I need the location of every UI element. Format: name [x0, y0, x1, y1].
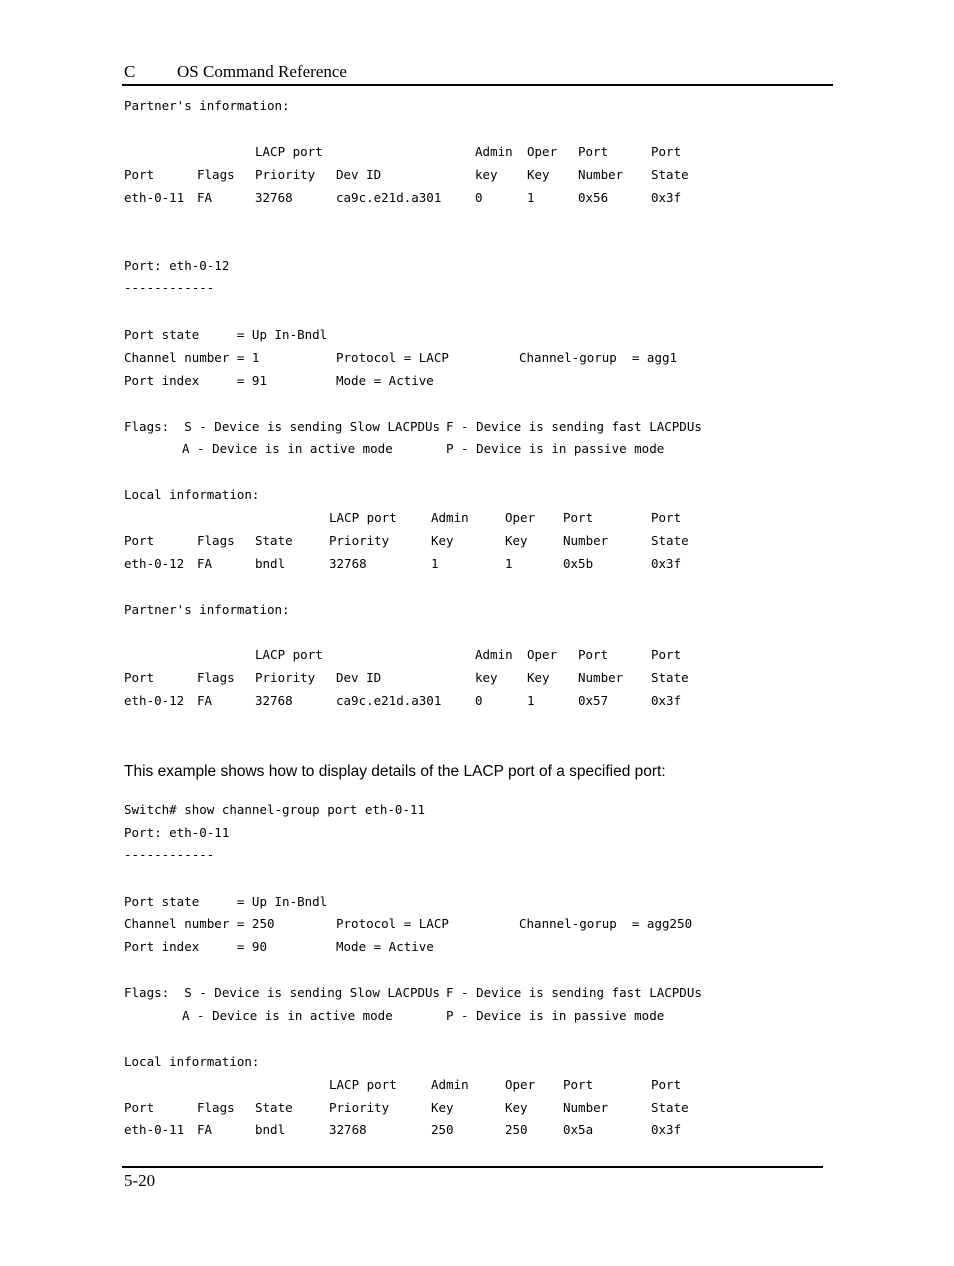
flag-desc: F - Device is sending fast LACPDUs — [446, 985, 702, 1000]
col-head: Key — [527, 670, 550, 685]
cell: 1 — [431, 556, 439, 571]
col-head: LACP port — [255, 647, 323, 662]
chapter-letter: C — [124, 62, 136, 81]
col-head: Port — [124, 670, 155, 685]
cell: FA — [197, 693, 213, 708]
cell: 32768 — [329, 1122, 367, 1137]
col-head: Port — [124, 533, 155, 548]
col-head: Number — [563, 533, 609, 548]
port-state: Port state = Up In-Bndl — [124, 894, 328, 909]
dash-separator: ------------ — [124, 847, 215, 862]
col-head: Number — [578, 670, 624, 685]
flag-desc: P - Device is in passive mode — [446, 1008, 665, 1023]
intro-paragraph: This example shows how to display details of the LACP port of a specified port: — [124, 763, 666, 780]
cell: eth-0-12 — [124, 693, 185, 708]
chapter-title: OS Command Reference — [177, 62, 347, 81]
channel-group: Channel-gorup = agg1 — [519, 350, 678, 365]
footer-rule — [122, 1166, 823, 1168]
col-head: key — [475, 670, 498, 685]
col-head: Key — [505, 1100, 528, 1115]
col-head: key — [475, 167, 498, 182]
col-head: Priority — [255, 167, 316, 182]
cell: 0x3f — [651, 190, 682, 205]
port-line: Port: eth-0-12 — [124, 258, 230, 273]
flag-desc: P - Device is in passive mode — [446, 441, 665, 456]
port-state: Port state = Up In-Bndl — [124, 327, 328, 342]
page-number: 5-20 — [124, 1171, 156, 1190]
cell: eth-0-11 — [124, 1122, 185, 1137]
col-head: State — [651, 670, 689, 685]
local-label: Local information: — [124, 1054, 260, 1069]
cell: 0x56 — [578, 190, 609, 205]
mode: Mode = Active — [336, 939, 434, 954]
col-head: Port — [651, 510, 682, 525]
dash-separator: ------------ — [124, 280, 215, 295]
col-head: Oper — [527, 144, 558, 159]
col-head: State — [255, 533, 293, 548]
col-head: Port — [578, 647, 609, 662]
col-head: Number — [563, 1100, 609, 1115]
header-rule — [122, 84, 833, 86]
table-row — [0, 190, 700, 334]
flag-desc: A - Device is in active mode — [182, 1008, 393, 1023]
table-row — [0, 1122, 700, 1266]
col-head: Admin — [431, 1077, 469, 1092]
col-head: Number — [578, 167, 624, 182]
local-label: Local information: — [124, 487, 260, 502]
col-head: State — [651, 1100, 689, 1115]
col-head: Priority — [329, 533, 390, 548]
partner-label: Partner's information: — [124, 602, 290, 617]
index-line — [0, 373, 700, 421]
cell: 1 — [527, 693, 535, 708]
col-head: Key — [431, 1100, 454, 1115]
partner-label: Partner's information: — [124, 98, 290, 113]
col-head: Port — [124, 1100, 155, 1115]
col-head: Flags — [197, 167, 235, 182]
col-head: State — [651, 533, 689, 548]
col-head: Port — [651, 1077, 682, 1092]
cell: ca9c.e21d.a301 — [336, 190, 442, 205]
port-index: Port index = 90 — [124, 939, 267, 954]
col-head: LACP port — [255, 144, 323, 159]
index-line — [0, 939, 700, 987]
col-head: Admin — [431, 510, 469, 525]
flag-desc: A - Device is in active mode — [182, 441, 393, 456]
cell: 1 — [527, 190, 535, 205]
channel-group: Channel-gorup = agg250 — [519, 916, 693, 931]
cell: ca9c.e21d.a301 — [336, 693, 442, 708]
port-line: Port: eth-0-11 — [124, 825, 230, 840]
col-head: Oper — [527, 647, 558, 662]
col-head: Admin — [475, 647, 513, 662]
cell: 32768 — [329, 556, 367, 571]
cell: 0x5a — [563, 1122, 594, 1137]
col-head: Key — [527, 167, 550, 182]
col-head: Port — [578, 144, 609, 159]
col-head: Port — [563, 1077, 594, 1092]
col-head: Port — [563, 510, 594, 525]
col-head: State — [651, 167, 689, 182]
cell: bndl — [255, 556, 286, 571]
cell: 250 — [505, 1122, 528, 1137]
mode: Mode = Active — [336, 373, 434, 388]
col-head: Port — [124, 167, 155, 182]
col-head: Priority — [255, 670, 316, 685]
cell: 32768 — [255, 190, 293, 205]
flag-desc: Flags: S - Device is sending Slow LACPDUs — [124, 985, 441, 1000]
col-head: LACP port — [329, 1077, 397, 1092]
cell: 1 — [505, 556, 513, 571]
col-head: Key — [431, 533, 454, 548]
cell: FA — [197, 556, 213, 571]
cell: FA — [197, 190, 213, 205]
col-head: LACP port — [329, 510, 397, 525]
channel-number: Channel number = 250 — [124, 916, 275, 931]
col-head: Flags — [197, 533, 235, 548]
cell: 0 — [475, 693, 483, 708]
cell: 0x3f — [651, 1122, 682, 1137]
col-head: Oper — [505, 510, 536, 525]
col-head: Dev ID — [336, 670, 382, 685]
col-head: Dev ID — [336, 167, 382, 182]
cell: 0x57 — [578, 693, 609, 708]
cell: bndl — [255, 1122, 286, 1137]
col-head: Priority — [329, 1100, 390, 1115]
col-head: Oper — [505, 1077, 536, 1092]
cell: 0 — [475, 190, 483, 205]
col-head: Admin — [475, 144, 513, 159]
cell: FA — [197, 1122, 213, 1137]
col-head: Flags — [197, 670, 235, 685]
col-head: Port — [651, 647, 682, 662]
cell: eth-0-12 — [124, 556, 185, 571]
flag-desc: F - Device is sending fast LACPDUs — [446, 419, 702, 434]
col-head: Key — [505, 533, 528, 548]
col-head: Port — [651, 144, 682, 159]
protocol: Protocol = LACP — [336, 350, 449, 365]
cell: 0x3f — [651, 556, 682, 571]
col-head: Flags — [197, 1100, 235, 1115]
command-line: Switch# show channel-group port eth-0-11 — [124, 802, 426, 817]
cell: 0x3f — [651, 693, 682, 708]
cell: 250 — [431, 1122, 454, 1137]
cell: eth-0-11 — [124, 190, 185, 205]
flags-line-2 — [0, 1008, 720, 1056]
port-index: Port index = 91 — [124, 373, 267, 388]
protocol: Protocol = LACP — [336, 916, 449, 931]
flags-line-2 — [0, 441, 720, 489]
col-head: State — [255, 1100, 293, 1115]
cell: 32768 — [255, 693, 293, 708]
flag-desc: Flags: S - Device is sending Slow LACPDUs — [124, 419, 441, 434]
channel-number: Channel number = 1 — [124, 350, 260, 365]
cell: 0x5b — [563, 556, 594, 571]
